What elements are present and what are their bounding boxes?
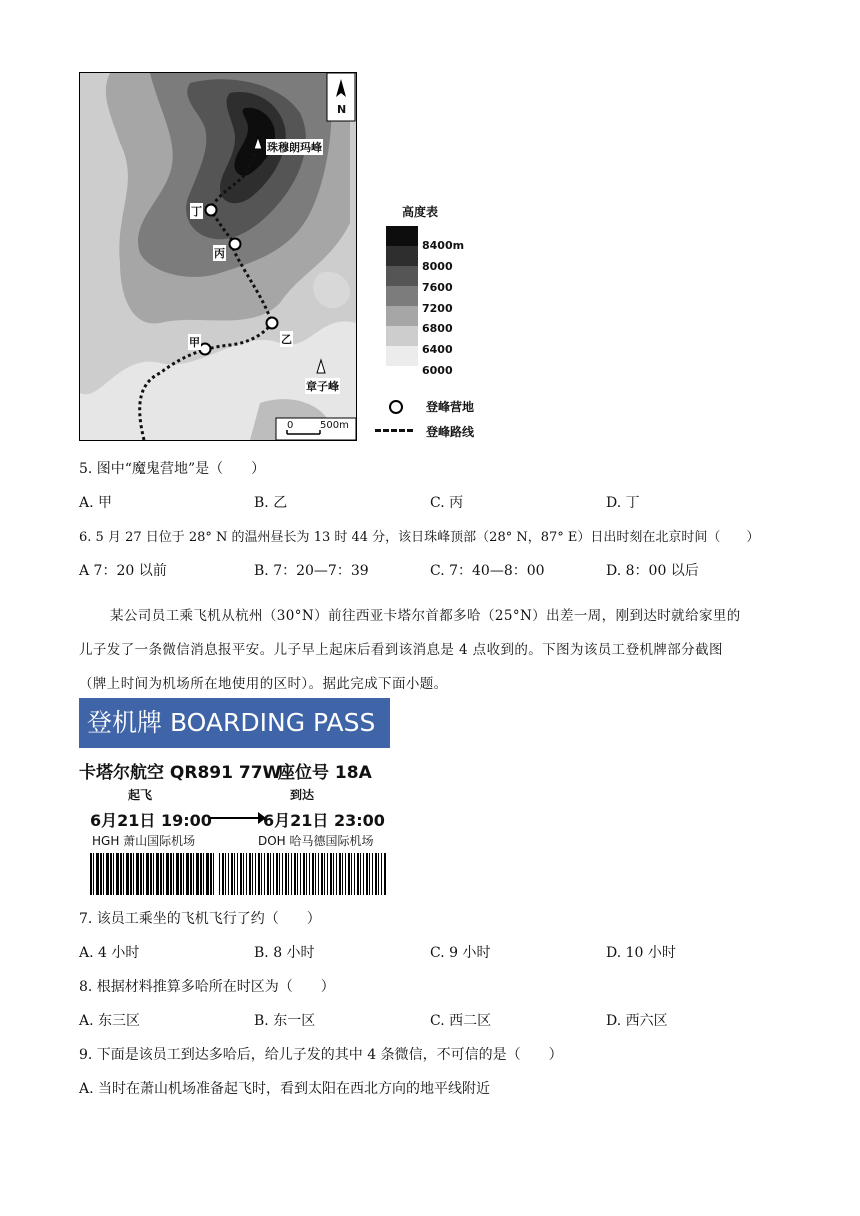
camp-legend-icon [389, 400, 403, 414]
question-8-option-b[interactable]: B. 东一区 [254, 1013, 316, 1029]
arrive-time: 6月21日 23:00 [263, 811, 385, 830]
legend-level: 8400m [422, 239, 465, 252]
peak-label-everest: 珠穆朗玛峰 [267, 141, 322, 154]
camp-marker-yi [267, 318, 278, 329]
legend-title: 高度表 [402, 205, 439, 219]
camp-marker-ding [206, 205, 217, 216]
material-line-2: 儿子发了一条微信消息报平安。儿子早上起床后看到该消息是 4 点收到的。下图为该员工登机牌部分截图 [79, 642, 723, 658]
question-8-stem: 8. 根据材料推算多哈所在时区为（ ） [79, 979, 335, 995]
peak-label-zhangzi: 章子峰 [306, 380, 339, 393]
arrive-airport: DOH 哈马德国际机场 [258, 834, 374, 848]
boarding-pass-airline: 卡塔尔航空 QR891 77W [79, 763, 282, 783]
camp-label-bing: 丙 [214, 247, 225, 260]
camp-label-yi: 乙 [281, 333, 292, 346]
topographic-map [79, 72, 357, 441]
legend-swatch [386, 346, 418, 366]
legend-swatch [386, 266, 418, 286]
question-8-option-c[interactable]: C. 西二区 [430, 1013, 492, 1029]
question-8-option-a[interactable]: A. 东三区 [79, 1013, 141, 1029]
legend-level: 6400 [422, 343, 453, 356]
question-7-option-c[interactable]: C. 9 小时 [430, 945, 491, 961]
question-6-option-a[interactable]: A 7：20 以前 [79, 563, 167, 579]
arrive-label: 到达 [290, 788, 315, 802]
question-5-option-c[interactable]: C. 丙 [430, 495, 464, 511]
question-6-option-c[interactable]: C. 7：40—8：00 [430, 563, 545, 579]
legend-level: 6800 [422, 322, 453, 335]
material-line-1: 某公司员工乘飞机从杭州（30°N）前往西亚卡塔尔首都多哈（25°N）出差一周，刚到达时就给家里的 [110, 608, 741, 624]
legend-swatch [386, 326, 418, 346]
camp-legend-label: 登峰营地 [426, 400, 475, 414]
depart-label: 起飞 [128, 788, 153, 802]
scale-zero: 0 [287, 420, 294, 431]
boarding-pass-header: 登机牌 BOARDING PASS [79, 698, 390, 748]
legend-level: 7600 [422, 281, 453, 294]
question-9-stem: 9. 下面是该员工到达多哈后，给儿子发的其中 4 条微信，不可信的是（ ） [79, 1047, 563, 1063]
question-5-option-a[interactable]: A. 甲 [79, 495, 113, 511]
question-6-option-b[interactable]: B. 7：20—7：39 [254, 563, 369, 579]
scale-length: 500m [320, 420, 349, 431]
north-label: N [337, 103, 347, 116]
legend-swatch [386, 246, 418, 266]
barcode-right [219, 853, 387, 895]
legend-swatch [386, 306, 418, 326]
question-9-option-a[interactable]: A. 当时在萧山机场准备起飞时，看到太阳在西北方向的地平线附近 [79, 1081, 491, 1097]
question-8-option-d[interactable]: D. 西六区 [606, 1013, 668, 1029]
question-7-stem: 7. 该员工乘坐的飞机飞行了约（ ） [79, 911, 321, 927]
legend-swatch [386, 286, 418, 306]
legend-swatch [386, 226, 418, 246]
material-line-3: （牌上时间为机场所在地使用的区时）。据此完成下面小题。 [79, 676, 448, 692]
question-5-stem: 5. 图中“魔鬼营地”是（ ） [79, 461, 266, 477]
question-6-option-d[interactable]: D. 8：00 以后 [606, 563, 699, 579]
boarding-pass-seat: 座位号 18A [278, 763, 372, 783]
question-7-option-d[interactable]: D. 10 小时 [606, 945, 676, 961]
question-5-option-d[interactable]: D. 丁 [606, 495, 640, 511]
question-7-option-a[interactable]: A. 4 小时 [79, 945, 140, 961]
depart-time: 6月21日 19:00 [90, 811, 212, 830]
flight-arrow-line [210, 817, 260, 819]
legend-level: 8000 [422, 260, 453, 273]
question-6-stem: 6. 5 月 27 日位于 28° N 的温州昼长为 13 时 44 分，该日珠峰顶部（28° N，87° E）日出时刻在北京时间（ ） [79, 530, 760, 545]
question-5-option-b[interactable]: B. 乙 [254, 495, 288, 511]
camp-marker-jia [200, 344, 211, 355]
question-7-option-b[interactable]: B. 8 小时 [254, 945, 315, 961]
camp-label-jia: 甲 [189, 336, 200, 349]
depart-airport: HGH 萧山国际机场 [92, 834, 196, 848]
legend-level: 6000 [422, 364, 453, 377]
route-legend-label: 登峰路线 [426, 425, 475, 439]
route-legend-icon [375, 429, 413, 432]
camp-marker-bing [230, 239, 241, 250]
camp-label-ding: 丁 [191, 205, 202, 218]
legend-level: 7200 [422, 302, 453, 315]
elevation-legend [386, 226, 418, 366]
barcode-left [90, 853, 215, 895]
